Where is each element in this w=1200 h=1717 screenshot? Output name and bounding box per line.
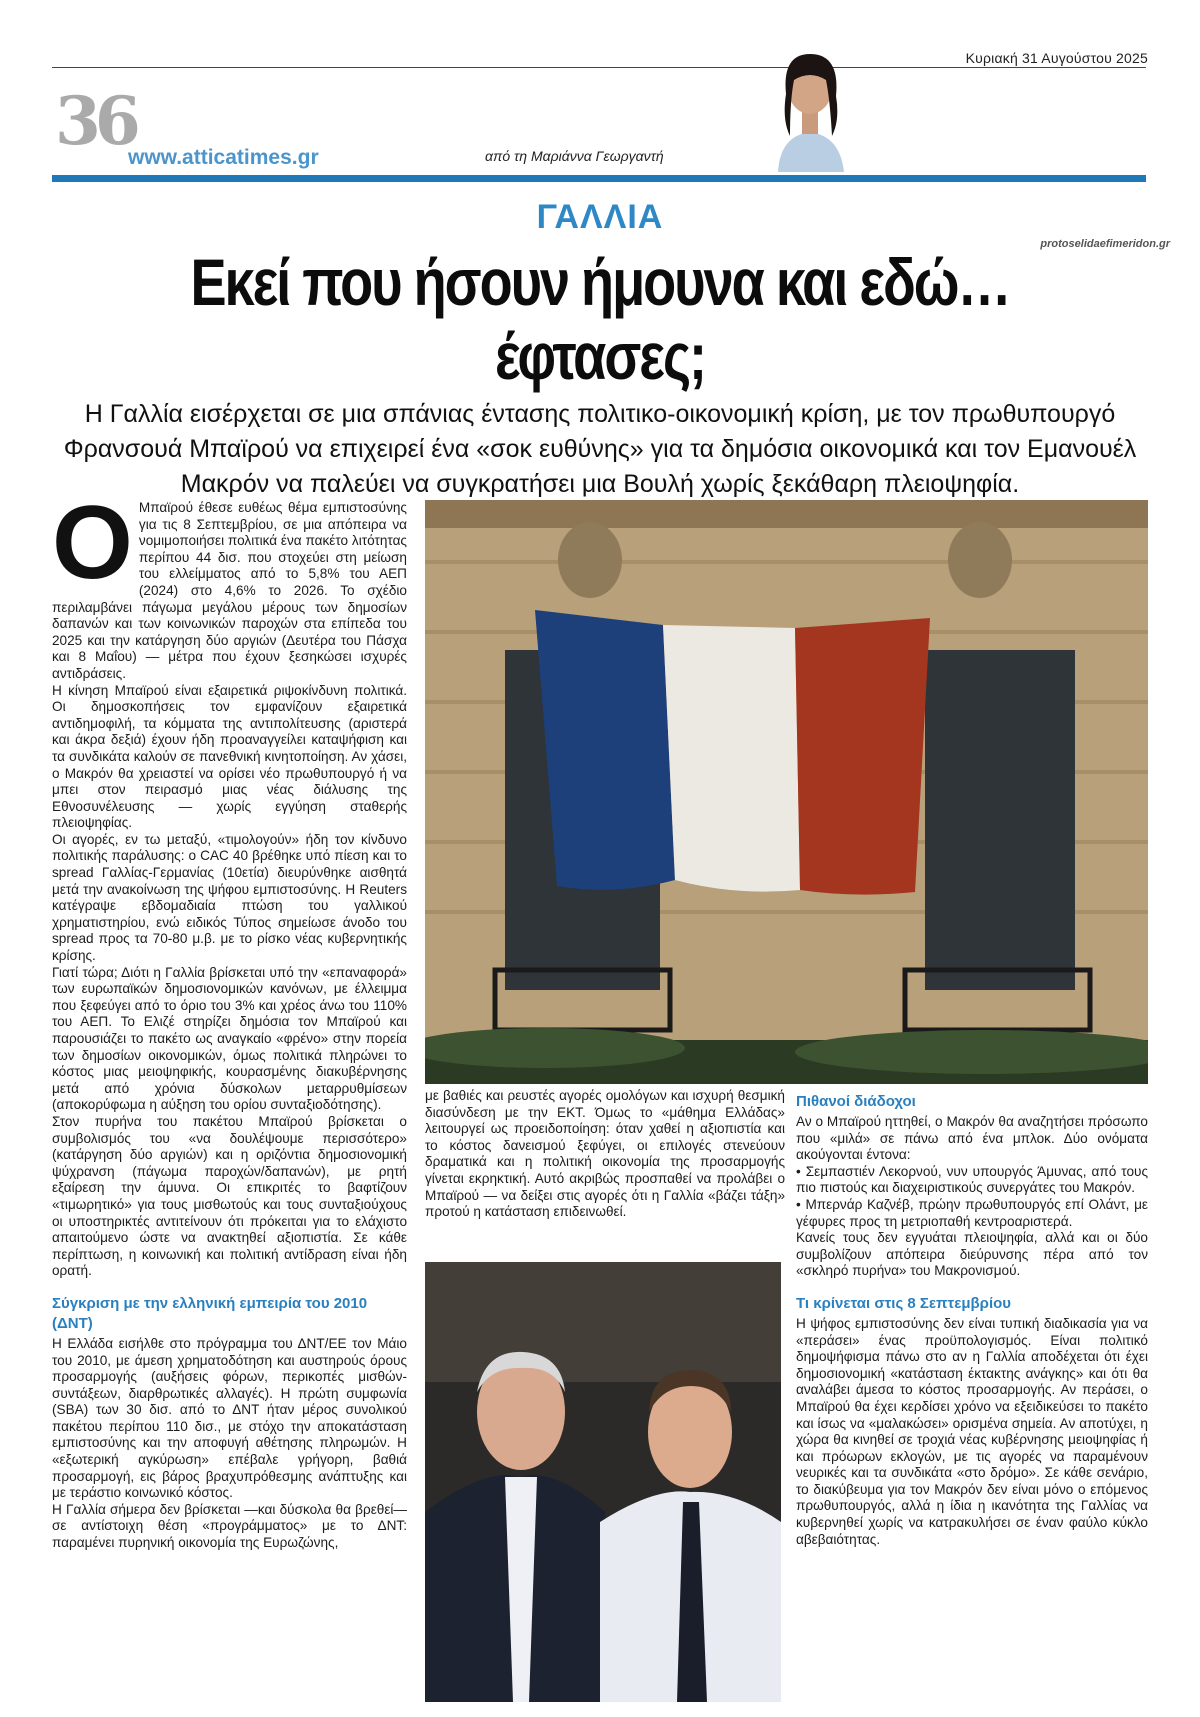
- paragraph: Η Ελλάδα εισήλθε στο πρόγραμμα του ΔΝΤ/ΕΕ τον Μάιο του 2010, με άμεση χρηματοδότηση και αυστηρούς όρους προσαρμογής (αυξήσεις φόρων, περικοπές μισθών-συντάξεων, διαρθρωτικές αλλαγές). Η πρώτη συμφωνία (SBA) των 30 δισ. από το ΔΝΤ ήταν μέρος συνολικού πακέτου περίπου 110 δισ., με στόχο την αποκατάσταση εμπιστοσύνης και την αποφυγή αθέτησης πληρωμών. Η «εξωτερική αγκύρωση» επέβαλε γρήγορη, βαθιά προσαρμογή, εις βάρος βραχυπρόθεσμης ανάπτυξης και με τεράστιο κοινωνικό κόστος.: [52, 1335, 407, 1501]
- headline-line-2: έφτασες;: [494, 319, 706, 393]
- paragraph: Κανείς τους δεν εγγυάται πλειοψηφία, αλλά και οι δύο συμβολίζουν απόπειρα διεύρυνσης πέρα από τον «σκληρό πυρήνα» του Μακρονισμού.: [796, 1230, 1148, 1279]
- source-watermark: protoselidaefimeridon.gr: [1040, 238, 1170, 250]
- lead-line-3: Μακρόν να παλεύει να συγκρατήσει μια Βουλή χωρίς ξεκάθαρη πλειοψηφία.: [180, 470, 1020, 498]
- paragraph: Η Γαλλία σήμερα δεν βρίσκεται —και δύσκολα θα βρεθεί— σε αντίστοιχη θέση «προγράμματος» με το ΔΝΤ: παραμένει πυρηνική οικονομία της Ευρωζώνης,: [52, 1501, 407, 1551]
- paragraph: Η ψήφος εμπιστοσύνης δεν είναι τυπική διαδικασία για να «περάσει» ένας προϋπολογισμός. Είναι πολιτικό δημοψήφισμα πάνω στο αν η Γαλλία αποδέχεται ότι έχει δημοσιονομική «κατάσταση έκτακτης ανάγκης» και ότι θα αναλάβει άμεσα το κόστος προσαρμογής. Αν περάσει, ο Μπαϊρού θα έχει κερδίσει χρόνο να εξειδικεύσει το πακέτο και ίσως να «μαλακώσει» ορισμένα σημεία. Αν αποτύχει, η χώρα θα κινηθεί σε τροχιά νέας κυβέρνησης μειοψηφίας ή και πρόωρων εκλογών, με τις αγορές να παραμένουν νευρικές και τα συνδικάτα «στο δρόμο». Σε κάθε σενάριο, το διακύβευμα για τον Μακρόν δεν είναι μόνο ο επόμενος πρωθυπουργός, αλλά η ίδια η ικανότητα της Γαλλίας να κυβερνηθεί χωρίς να κατρακυλήσει σε έναν φαύλο κύκλο αβεβαιότητας.: [796, 1315, 1148, 1547]
- paragraph: Στον πυρήνα του πακέτου Μπαϊρού βρίσκεται ο συμβολισμός του «να δουλέψουμε περισσότερο» (κατάργηση δύο αργιών) και η οριζόντια δημοσιονομική ψύχρανση (πάγωμα παροχών/δαπανών), με ρητή εξαίρεση την άμυνα. Οι επικριτές το βαφτίζουν «τιμωρητικό» για τους μισθωτούς και τους συνταξιούχους οι υποστηρικτές αντιτείνουν ότι πρόκειται για το ελάχιστο απαιτούμενο ώστε να ανακτηθεί αξιοπιστία. Σε κάθε περίπτωση, η κοινωνική και πολιτική αντίδραση είναι ήδη ορατή.: [52, 1113, 407, 1279]
- paragraph: Οι αγορές, εν τω μεταξύ, «τιμολογούν» ήδη τον κίνδυνο πολιτικής παράλυσης: ο CAC 40 βρέθηκε υπό πίεση και το spread Γαλλίας-Γερμανίας (10ετία) διευρύνθηκε αισθητά μετά την ανακοίνωση της ψήφου εμπιστοσύνης. Η Reuters κατέγραψε εβδομαδιαία πτώση του γαλλικού χρηματιστηρίου, ενώ ειδικός Τύπος σημείωσε άνοδο του spread προς τα 70-80 μ.β. με το ρίσκο νέας κυβερνητικής κρίσης.: [52, 831, 407, 964]
- flag-red-band: [795, 618, 930, 895]
- header-top-rule: [52, 67, 1146, 68]
- author-byline: από τη Μαριάννα Γεωργαντή: [485, 148, 664, 164]
- author-photo: [730, 40, 890, 172]
- article-column-3: [796, 1092, 1148, 1548]
- subheading: Πιθανοί διάδοχοι: [796, 1093, 916, 1110]
- bullet-item: • Σεμπαστιέν Λεκορνού, νυν υπουργός Άμυνας, από τους πιο πιστούς και διαχειριστικούς συνεργάτες του Μακρόν.: [796, 1163, 1148, 1196]
- drop-cap: Ο: [52, 485, 133, 601]
- headline-line-1: Εκεί που ήσουν ήμουνα και εδώ…: [190, 245, 1010, 319]
- article-column-2: [425, 1088, 785, 1221]
- issue-date: Κυριακή 31 Αυγούστου 2025: [965, 50, 1148, 66]
- section-kicker: ΓΑΛΛΙΑ: [536, 198, 664, 236]
- paragraph: Η κίνηση Μπαϊρού είναι εξαιρετικά ριψοκίνδυνη πολιτικά. Οι δημοσκοπήσεις τον εμφανίζουν εξαιρετικά αντιδημοφιλή, τα κόμματα της αντιπολίτευσης (αριστερά και άκρα δεξιά) έχουν ήδη προαναγγείλει καταψήφιση και τα συνδικάτα καλούν σε πανεθνική κινητοποίηση. Αν χάσει, ο Μακρόν θα χρειαστεί να ορίσει νέο πρωθυπουργό ή να μπει στον πειρασμό μιας νέας διάλυσης της Εθνοσυνέλευσης — χωρίς εγγύηση σταθερής πλειοψηφίας.: [52, 682, 407, 831]
- bullet-item: • Μπερνάρ Καζνέβ, πρώην πρωθυπουργός επί Ολάντ, με γέφυρες προς τη μετριοπαθή κεντροαριστερά.: [796, 1196, 1148, 1229]
- header-blue-rule: [52, 175, 1146, 182]
- subheading: Σύγκριση με την ελληνική εμπειρία του 2010 (ΔΝΤ): [52, 1294, 368, 1332]
- page-number: 36: [55, 82, 135, 160]
- flag-white-band: [663, 625, 800, 892]
- lead-line-1: Η Γαλλία εισέρχεται σε μια σπάνιας έντασης πολιτικο-οικονομική κρίση, με τον πρωθυπουργό: [84, 400, 1116, 428]
- flag-blue-band: [535, 610, 675, 890]
- subheading: Τι κρίνεται στις 8 Σεπτεμβρίου: [796, 1294, 1012, 1312]
- bayrou-macron-photo: [425, 1262, 781, 1702]
- french-flag-photo: [425, 500, 1148, 1084]
- paragraph: Μπαϊρού έθεσε ευθέως θέμα εμπιστοσύνης για τις 8 Σεπτεμβρίου, σε μια απόπειρα να νομιμοποιήσει πολιτικά ένα πακέτο λιτότητας περίπου 44 δισ. που στοχεύει στη μείωση του ελλείμματος από το 5,8% του ΑΕΠ (2024) στο 4,6% το 2026. Το σχέδιο περιλαμβάνει πάγωμα μεγάλου μέρους των δημοσίων δαπανών και των κοινωνικών παροχών στα επίπεδα του 2025 και την κατάργηση δύο αργιών (Δευτέρα του Πάσχα και 8 Μαΐου) — μέτρα που έχουν ξεσηκώσει ισχυρές αντιδράσεις.: [52, 500, 407, 681]
- article-column-1: [52, 485, 407, 1552]
- paragraph: με βαθιές και ρευστές αγορές ομολόγων και ισχυρή θεσμική διασύνδεση με την ΕΚΤ. Όμως το «μάθημα Ελλάδας» λειτουργεί ως προειδοποίηση: όταν χαθεί η αξιοπιστία και το κόστος δανεισμού ξεφύγει, οι επιλογές στενεύουν δραματικά και η πολιτική οικονομία της προσαρμογής γίνεται εκρηκτική. Αυτό ακριβώς προσπαθεί να προλάβει ο Μπαϊρού — να δείξει στις αγορές ότι η Γαλλία «βάζει τάξη» προτού η κατάσταση επιδεινωθεί.: [425, 1088, 785, 1220]
- paragraph: Γιατί τώρα; Διότι η Γαλλία βρίσκεται υπό την «επαναφορά» των ευρωπαϊκών δημοσιονομικών κανόνων, με έλλειμμα που ξεφεύγει από το όριο του 3% και χρέος άνω του 110% του ΑΕΠ. Το Ελιζέ στηρίζει δημόσια τον Μπαϊρού και παρουσιάζει το πακέτο ως αναγκαίο «φρένο» στην πορεία των δημοσίων οικονομικών, όμως πολιτικά πληρώνει το κόστος μιας μειοψηφικής, κουρασμένης διακυβέρνησης μετά από χρόνια δύσκολων μεταρρυθμίσεων (αποκορύφωμα η αύξηση του ορίου συνταξιοδότησης).: [52, 964, 407, 1113]
- site-url-link[interactable]: www.atticatimes.gr: [128, 146, 319, 169]
- lead-line-2: Φρανσουά Μπαϊρού να επιχειρεί ένα «σοκ ευθύνης» για τα δημόσια οικονομικά και τον Εμανουέλ: [63, 435, 1137, 463]
- paragraph: Αν ο Μπαϊρού ηττηθεί, ο Μακρόν θα αναζητήσει πρόσωπο που «μιλά» σε πάνω από ένα μπλοκ. Δύο ονόματα ακούγονται έντονα:: [796, 1114, 1148, 1163]
